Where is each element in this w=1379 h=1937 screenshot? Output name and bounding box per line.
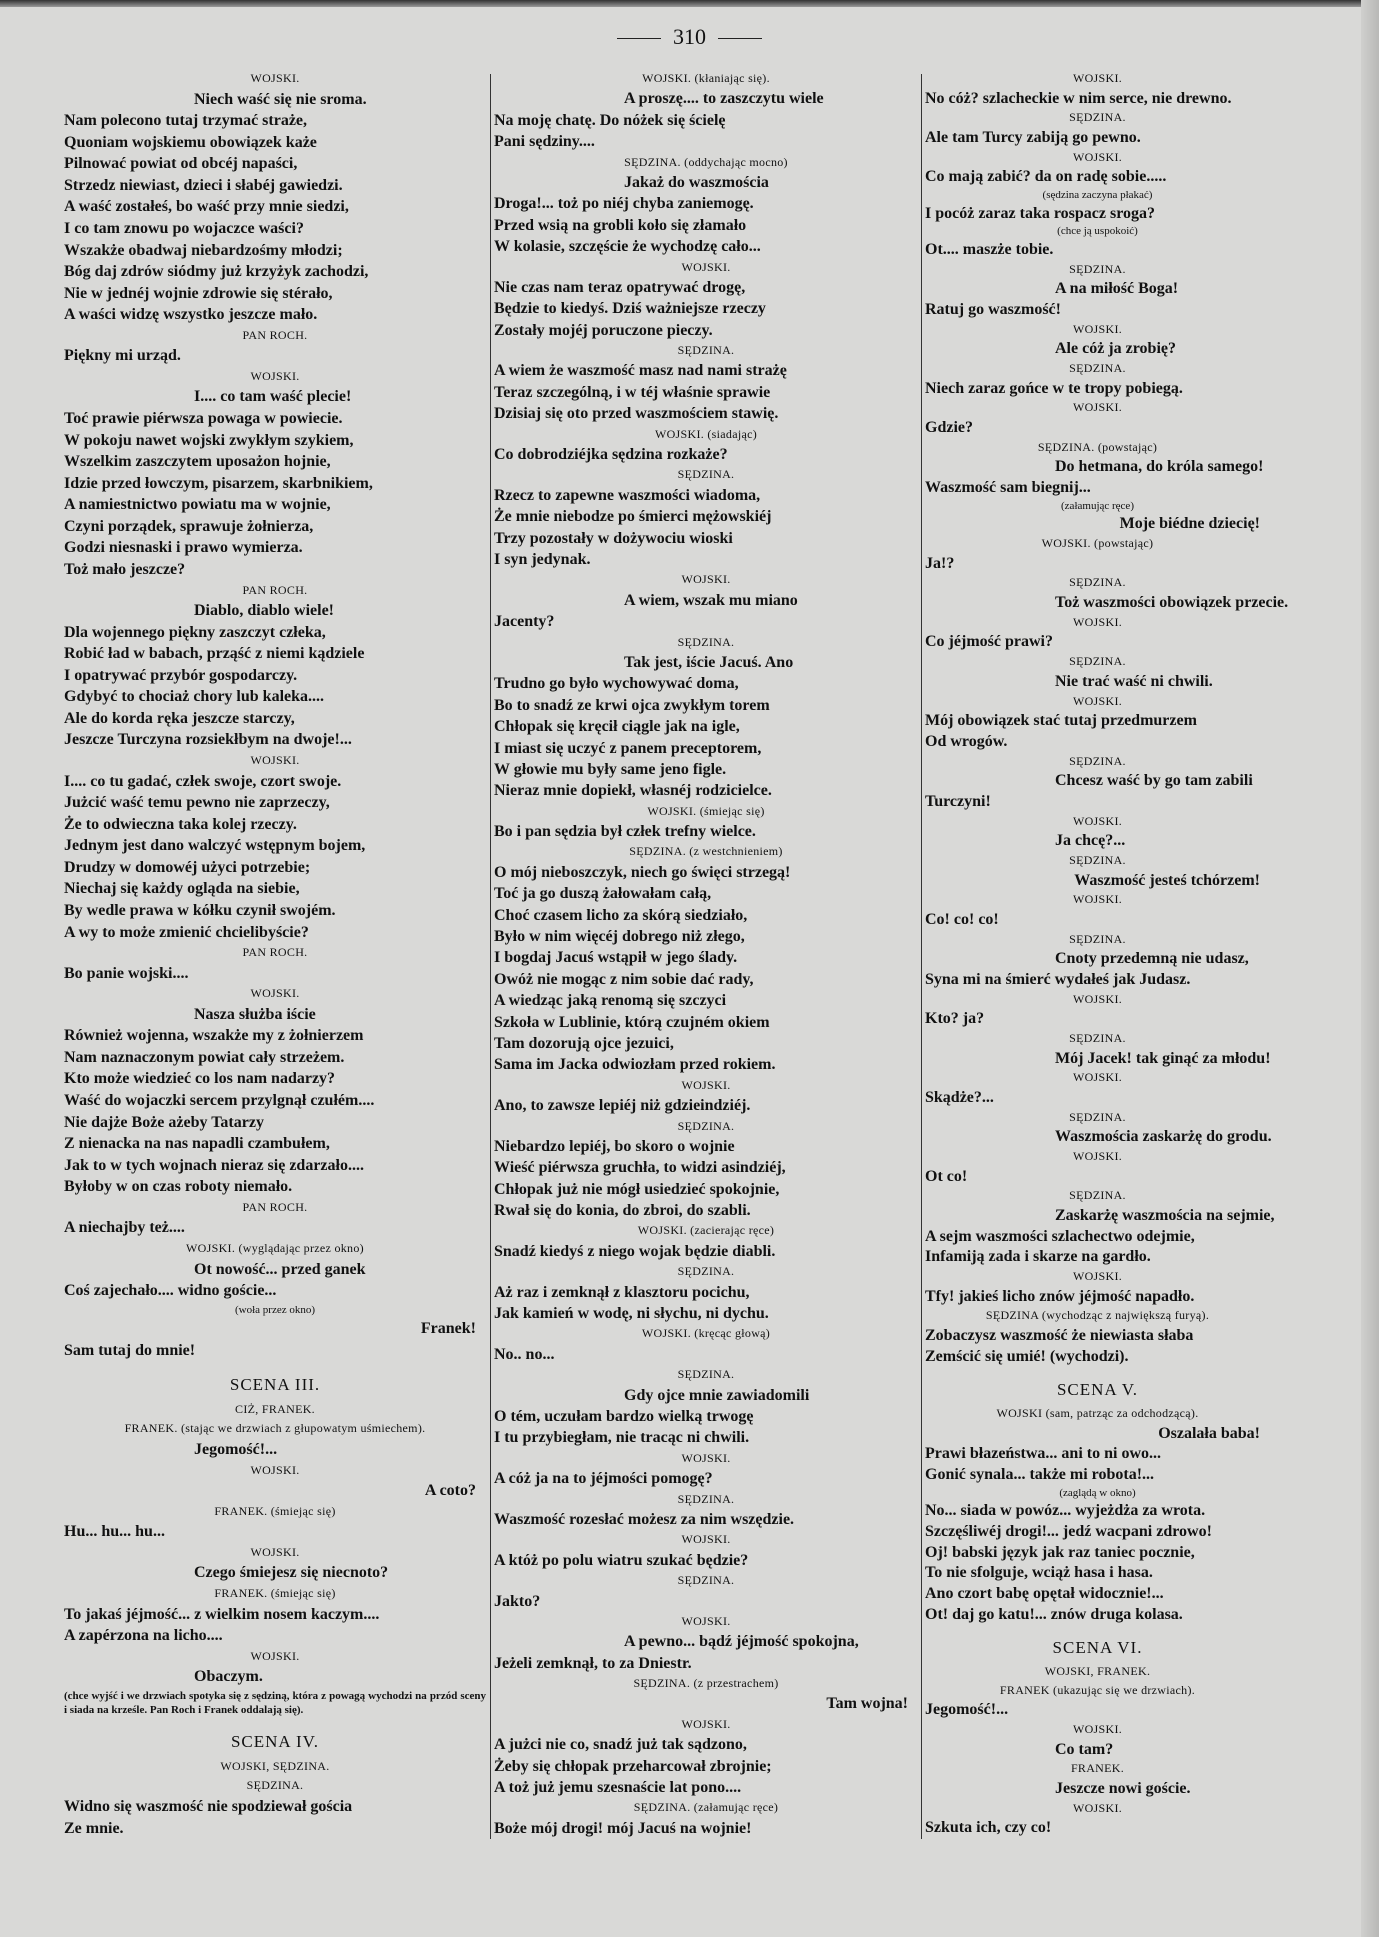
- speaker-heading: WOJSKI.: [1072, 614, 1123, 629]
- verse-line: Bóg daj zdrów siódmy już krzyżyk zachodzi,: [64, 263, 369, 281]
- verse-line-indented: Diablo, diablo wiele!: [194, 602, 335, 620]
- verse-line-indented: Mój Jacek! tak ginąć za młodu!: [1055, 1049, 1271, 1067]
- verse-line: A waści widzę wszystko jeszcze mało.: [64, 306, 318, 324]
- verse-line: Ot! daj go katu!... znów druga kolasa.: [925, 1605, 1183, 1623]
- speaker-heading: SĘDZINA.: [1069, 931, 1126, 946]
- verse-line: Żeby się chłopak przeharcował zbrojnie;: [494, 1757, 772, 1775]
- verse-line: Bo to snadź ze krwi ojca zwykłym torem: [494, 696, 770, 714]
- verse-line: Że to odwieczna taka kolej rzeczy.: [64, 815, 297, 833]
- verse-line: O mój nieboszczyk, niech go święci strzegą!: [494, 863, 791, 881]
- verse-line: A zapérzona na licho....: [64, 1627, 223, 1645]
- verse-line: Idzie przed łowczym, pisarzem, skarbnikiem,: [64, 474, 373, 492]
- verse-line-right: Tam wojna!: [826, 1695, 908, 1713]
- verse-line-indented: A proszę.... to zaszczytu wiele: [624, 90, 824, 108]
- verse-line: A toż już jemu szesnaście lat pono....: [494, 1779, 742, 1797]
- speaker-heading: WOJSKI.: [681, 1613, 731, 1628]
- verse-line: Droga!... toż po niéj chyba zaniemogę.: [494, 195, 754, 213]
- verse-line: Przed wsią na grobli koło się złamało: [494, 216, 747, 234]
- verse-line: Hu... hu... hu...: [64, 1523, 165, 1541]
- speaker-heading: FRANEK.: [1070, 1761, 1125, 1776]
- speaker-heading: WOJSKI.: [681, 1532, 731, 1547]
- verse-line: A namiestnictwo powiatu ma w wojnie,: [64, 496, 331, 514]
- speaker-heading: SĘDZINA.: [1069, 361, 1126, 376]
- speaker-heading: SĘDZINA. (powstając): [1037, 439, 1158, 454]
- speaker-heading: SĘDZINA.: [677, 343, 735, 358]
- verse-line-indented: Do hetmana, do króla samego!: [1055, 458, 1264, 476]
- speaker-heading: WOJSKI.: [1072, 892, 1123, 907]
- page-number-header: [0, 24, 1379, 50]
- verse-line-right: A coto?: [424, 1482, 476, 1500]
- speaker-heading: PAN ROCH.: [242, 1199, 308, 1214]
- verse-line: Niechaj się każdy ogląda na siebie,: [64, 880, 300, 898]
- verse-line: No cóż? szlacheckie w nim serce, nie drewno.: [925, 89, 1232, 107]
- speaker-heading: WOJSKI.: [1072, 1268, 1123, 1283]
- scan-right-edge: [1361, 0, 1379, 1937]
- stage-direction: (sędzina zaczyna płakać): [1042, 189, 1153, 202]
- verse-line: Toć prawie piérwsza powaga w powiecie.: [64, 410, 343, 427]
- speaker-heading: WOJSKI.: [250, 1544, 300, 1559]
- verse-line: Ot.... maszże tobie.: [925, 241, 1054, 259]
- speaker-heading: CIŻ, FRANEK.: [235, 1401, 315, 1416]
- verse-line: Nieraz mnie dopiekł, własnéj rodzicielce.: [494, 782, 772, 800]
- verse-line: Wszelkim zaszczytem uposażon hojnie,: [64, 453, 331, 471]
- speaker-heading: WOJSKI. (kręcąc głową): [641, 1326, 771, 1341]
- verse-line: Jegomość!...: [925, 1701, 1009, 1719]
- verse-line: Strzedz niewiast, dzieci i słabéj gawiedzi.: [64, 176, 343, 194]
- verse-line: Teraz szczególną, i w téj właśnie sprawie: [494, 383, 771, 401]
- verse-line: Ano czort babę opętał widocznie!...: [925, 1585, 1164, 1603]
- speaker-heading: SĘDZINA.: [1069, 654, 1126, 669]
- verse-line: Tfy! jakieś licho znów jéjmość napadło.: [925, 1287, 1195, 1305]
- verse-line: Co! co! co!: [925, 910, 999, 928]
- verse-line: Wszakże obadwaj niebardzośmy młodzi;: [64, 241, 343, 259]
- speaker-heading: WOJSKI.: [1072, 149, 1123, 164]
- verse-line: Choć czasem licho za skórą siedziało,: [494, 906, 748, 924]
- verse-line: Kto może wiedzieć co los nam nadarzy?: [64, 1070, 336, 1088]
- speaker-heading: WOJSKI.: [681, 1077, 731, 1092]
- speaker-heading: WOJSKI. (kłaniając się).: [642, 71, 770, 85]
- speaker-heading: SĘDZINA. (załamując ręce): [633, 1800, 779, 1815]
- verse-line-indented: Jegomość!...: [194, 1441, 278, 1458]
- verse-line: I.... co tu gadać, człek swoje, czort swoje.: [64, 772, 342, 790]
- speaker-heading: SĘDZINA. (z przestrachem): [633, 1676, 779, 1691]
- verse-line: Byłoby w on czas roboty niemało.: [64, 1178, 293, 1196]
- verse-line: A któż po polu wiatru szukać będzie?: [494, 1551, 749, 1569]
- verse-line: A wy to może zmienić chcielibyście?: [64, 923, 309, 941]
- speaker-heading: SĘDZINA.: [677, 467, 735, 482]
- stage-direction: (chce ją uspokoić): [1057, 225, 1138, 238]
- verse-line: Zobaczysz waszmość że niewiasta słaba: [925, 1327, 1194, 1344]
- verse-line: Ja!?: [925, 554, 955, 572]
- scan-top-edge: [0, 0, 1379, 7]
- verse-line: Dzisiaj się oto przed waszmościem stawię.: [494, 405, 779, 423]
- verse-line: I syn jedynak.: [494, 550, 591, 568]
- verse-line-right: Oszalała baba!: [1158, 1424, 1260, 1442]
- speaker-heading: WOJSKI.: [681, 1716, 731, 1731]
- verse-line: Drudzy w domowéj użyci potrzebie;: [64, 858, 311, 876]
- verse-line: Ot co!: [925, 1167, 968, 1185]
- speaker-heading: SĘDZINA.: [677, 634, 735, 649]
- verse-line: Toż mało jeszcze?: [64, 560, 186, 578]
- verse-line: Chłopak już nie mógł usiedzieć spokojnie,: [494, 1180, 780, 1198]
- verse-line: Dla wojennego piękny zaszczyt człeka,: [64, 623, 326, 641]
- speaker-heading: PAN ROCH.: [242, 945, 308, 960]
- verse-line: Rzecz to zapewne waszmości wiadoma,: [494, 486, 761, 504]
- verse-line: I bogdaj Jacuś wstąpił w jego ślady.: [494, 949, 738, 967]
- speaker-heading: WOJSKI. (śmiejąc się): [647, 803, 765, 818]
- verse-line: O tém, uczułam bardzo wielką trwogę: [494, 1408, 754, 1425]
- verse-line-indented: A pewno... bądź jéjmość spokojna,: [624, 1633, 859, 1651]
- verse-line: Piękny mi urząd.: [64, 347, 181, 365]
- speaker-heading: FRANEK. (śmiejąc się): [214, 1585, 336, 1600]
- verse-line-indented: A wiem, wszak mu miano: [624, 591, 798, 609]
- speaker-heading: WOJSKI. (powstając): [1041, 536, 1154, 551]
- page-number: 310: [673, 24, 706, 49]
- verse-line: Jeszcze Turczyna rozsiekłbym na dwoje!...: [64, 731, 352, 749]
- verse-line: Nie dajże Boże ażeby Tatarzy: [64, 1113, 264, 1131]
- verse-line: Co mają zabić? da on radę sobie.....: [925, 168, 1167, 186]
- stage-direction: (woła przez okno): [234, 1303, 316, 1316]
- verse-line: Szczęśliwéj drogi!... jedź wacpani zdrowo!: [925, 1523, 1212, 1541]
- speaker-heading: WOJSKI.: [250, 1462, 300, 1477]
- speaker-heading: WOJSKI. (zacierając ręce): [637, 1223, 775, 1238]
- dash-right: [718, 38, 762, 39]
- verse-line-indented: Ot nowość... przed ganek: [194, 1260, 366, 1278]
- verse-line: Syna mi na śmierć wydałeś jak Judasz.: [925, 970, 1191, 988]
- verse-line: Ano, to zawsze lepiéj niż gdzieindziéj.: [494, 1097, 751, 1115]
- stage-direction: (chce wyjść i we drzwiach spotyka się z sędziną, która z powagą wychodzi na przód sceny i siada na krześle. Pan Roch i Franek oddalają się).: [64, 1689, 486, 1716]
- verse-line: Sam tutaj do mnie!: [64, 1341, 196, 1359]
- verse-line: Czyni porządek, sprawuje żołnierza,: [64, 517, 314, 535]
- verse-line-indented: Waszmościa zaskarżę do grodu.: [1055, 1128, 1272, 1146]
- verse-line: By wedle prawa w kółku czynił swojém.: [64, 901, 336, 919]
- verse-line: A sejm waszmości szlachectwo odejmie,: [925, 1227, 1195, 1245]
- verse-line: Snadź kiedyś z niego wojak będzie diabli.: [494, 1242, 776, 1260]
- verse-line: Niebardzo lepiéj, bo skoro o wojnie: [494, 1137, 735, 1155]
- verse-line: Quoniam wojskiemu obowiązek każe: [64, 133, 317, 151]
- verse-line: I opatrywać przybór gospodarczy.: [64, 666, 298, 684]
- verse-line: Bo panie wojski....: [64, 964, 189, 982]
- verse-line: Kto? ja?: [925, 1010, 985, 1028]
- verse-line: A jużci nie co, snadź już tak sądzono,: [494, 1736, 747, 1754]
- verse-line: Szkuta ich, czy co!: [925, 1819, 1052, 1837]
- verse-line: Gdzie?: [925, 419, 973, 437]
- speaker-heading: SĘDZINA.: [1069, 753, 1126, 768]
- speaker-heading: WOJSKI.: [1072, 1070, 1123, 1085]
- verse-line-indented: Ja chcę?...: [1055, 832, 1126, 850]
- verse-line: Jak kamień w wodę, ni słychu, ni dychu.: [494, 1305, 769, 1323]
- verse-line: W kolasie, szczęście że wychodzę cało...: [494, 238, 761, 256]
- speaker-heading: FRANEK. (śmiejąc się): [214, 1503, 336, 1518]
- verse-line: Bo i pan sędzia był człek trefny wielce.: [494, 823, 756, 841]
- verse-line: Ale tam Turcy zabiją go pewno.: [925, 129, 1141, 147]
- dash-left: [617, 38, 661, 39]
- speaker-heading: SĘDZINA.: [1069, 1030, 1126, 1045]
- scene-title: SCENA VI.: [1052, 1638, 1143, 1658]
- speaker-heading: WOJSKI.: [681, 572, 731, 587]
- verse-line-indented: Nasza służba iście: [194, 1005, 316, 1023]
- speaker-heading: WOJSKI, SĘDZINA.: [220, 1758, 330, 1773]
- speaker-heading: PAN ROCH.: [242, 582, 308, 597]
- verse-line: Waszmość sam biegnij...: [925, 479, 1091, 497]
- verse-line: A cóż ja na to jéjmości pomogę?: [494, 1470, 713, 1488]
- verse-line: Niech zaraz gońce w te tropy pobiegą.: [925, 379, 1183, 397]
- speaker-heading: WOJSKI.: [1072, 991, 1123, 1006]
- verse-line: A wiem że waszmość masz nad nami strażę: [494, 362, 787, 380]
- verse-line: Na moję chatę. Do nóżek się ścielę: [494, 111, 726, 129]
- verse-line: Nam naznaczonym powiat cały strzeżem.: [64, 1048, 345, 1066]
- speaker-heading: WOJSKI.: [1072, 1722, 1123, 1737]
- verse-line: W pokoju nawet wojski zwykłym szykiem,: [64, 431, 354, 449]
- speaker-heading: SĘDZINA. (z westchnieniem): [629, 844, 783, 859]
- speaker-heading: SĘDZINA.: [1069, 575, 1126, 590]
- stage-direction: (zaglądą w okno): [1059, 1486, 1136, 1499]
- verse-line: Szkoła w Lublinie, którą czujném okiem: [494, 1013, 770, 1031]
- verse-line: Robić ład w babach, prząść z niemi kądziele: [64, 645, 365, 663]
- verse-line-indented: Zaskarżę waszmościa na sejmie,: [1055, 1206, 1275, 1224]
- verse-line-indented: Tak jest, iście Jacuś. Ano: [624, 653, 794, 671]
- verse-line-right: Waszmość jesteś tchórzem!: [1074, 871, 1260, 889]
- verse-line-indented: A na miłość Boga!: [1055, 280, 1179, 298]
- verse-line: Mój obowiązek stać tutaj przedmurzem: [925, 712, 1197, 730]
- verse-line: Widno się waszmość nie spodziewał gościa: [64, 1798, 353, 1815]
- speaker-heading: WOJSKI. (siadając): [654, 426, 758, 441]
- verse-line: Ale do korda ręka jeszcze starczy,: [64, 709, 295, 727]
- verse-line: Będzie to kiedyś. Dziś ważniejsze rzeczy: [494, 300, 766, 318]
- verse-line: Jednym jest dano walczyć wstępnym bojem,: [64, 837, 366, 855]
- verse-line: Pani sędziny....: [494, 133, 595, 151]
- speaker-heading: SĘDZINA.: [677, 1367, 735, 1382]
- verse-line-indented: Czego śmiejesz się niecnoto?: [194, 1564, 389, 1582]
- verse-line: To nie sfolguje, wciąż hasa i hasa.: [925, 1564, 1153, 1582]
- verse-line: No... siada w powóz... wyjeżdża za wrota.: [925, 1502, 1206, 1520]
- verse-line: Waść do wojaczki sercem przylgnął czułém....: [64, 1092, 375, 1109]
- verse-line: Godzi niesnaski i prawo wymierza.: [64, 539, 303, 557]
- verse-line-indented: Chcesz waść by go tam zabili: [1055, 772, 1253, 790]
- stage-direction: (załamując ręce): [1061, 499, 1134, 512]
- scene-title: SCENA IV.: [230, 1732, 320, 1752]
- speaker-heading: SĘDZINA.: [677, 1264, 735, 1279]
- speaker-heading: WOJSKI.: [250, 986, 300, 1001]
- verse-line: I tu przybiegłam, nie tracąc ni chwili.: [494, 1429, 750, 1447]
- verse-line: Ze mnie.: [64, 1819, 124, 1837]
- verse-line: Coś zajechało.... widno goście...: [64, 1282, 277, 1300]
- speaker-heading: WOJSKI, FRANEK.: [1044, 1664, 1151, 1679]
- speaker-heading: WOJSKI.: [250, 368, 300, 383]
- verse-line: Zostały mojéj poruczone pieczy.: [494, 321, 713, 339]
- verse-line: Od wrogów.: [925, 732, 1008, 750]
- speaker-heading: WOJSKI.: [1072, 1148, 1123, 1163]
- speaker-heading: WOJSKI.: [681, 1450, 731, 1465]
- text-column-3: [925, 70, 1289, 1838]
- verse-line: Oj! babski język jak raz taniec pocznie,: [925, 1543, 1195, 1561]
- verse-line-right: Moje biédne dziecię!: [1119, 515, 1260, 533]
- scene-title: SCENA III.: [229, 1375, 321, 1395]
- speaker-heading: SĘDZINA.: [677, 1573, 735, 1588]
- speaker-heading: SĘDZINA.: [677, 1491, 735, 1506]
- verse-line: Toć ja go duszą żałowałam całą,: [494, 885, 712, 903]
- verse-line-indented: Niech waść się nie sroma.: [194, 90, 367, 108]
- verse-line: Również wojenna, wszakże my z żołnierzem: [64, 1027, 364, 1045]
- speaker-heading: SĘDZINA.: [1069, 1109, 1126, 1124]
- verse-line: Z nienacka na nas napadli czambułem,: [64, 1135, 330, 1153]
- verse-line: Sama im Jacka odwiozłam przed rokiem.: [494, 1056, 776, 1074]
- verse-line: A waść zostałeś, bo waść przy mnie siedzi,: [64, 198, 349, 216]
- speaker-heading: SĘDZINA.: [1069, 261, 1126, 276]
- verse-line-indented: Co tam?: [1055, 1740, 1114, 1758]
- verse-line: Co dobrodziéjka sędzina rozkaże?: [494, 446, 728, 464]
- verse-line-indented: Jakaż do waszmościa: [624, 173, 769, 191]
- verse-line: Jeżeli zemknął, to za Dniestr.: [494, 1654, 692, 1672]
- speaker-heading: WOJSKI.: [1072, 400, 1123, 415]
- text-column-2: [494, 70, 918, 1838]
- verse-line: Zemścić się umié! (wychodzi).: [925, 1347, 1129, 1365]
- verse-line: Nam polecono tutaj trzymać straże,: [64, 112, 308, 130]
- column-rule-1: [490, 74, 491, 1839]
- speaker-heading: SĘDZINA.: [1069, 852, 1126, 867]
- verse-line: Rwał się do konia, do zbroi, do szabli.: [494, 1202, 751, 1220]
- verse-line: Trudno go było wychowywać doma,: [494, 675, 739, 693]
- verse-line: Że mnie niebodze po śmierci mężowskiéj: [494, 508, 772, 526]
- verse-line: Boże mój drogi! mój Jacuś na wojnie!: [494, 1819, 752, 1837]
- verse-line: I miast się uczyć z panem preceptorem,: [494, 739, 762, 757]
- verse-line: Jużcić waść temu pewno nie zaprzeczy,: [64, 794, 330, 812]
- verse-line: A niechajby też....: [64, 1219, 185, 1237]
- speaker-heading: WOJSKI.: [1072, 321, 1123, 336]
- verse-line: Prawi błazeństwa... ani to ni owo...: [925, 1445, 1161, 1463]
- speaker-heading: FRANEK (ukazując się we drzwiach).: [999, 1682, 1196, 1697]
- speaker-heading: WOJSKI.: [250, 1648, 300, 1663]
- verse-line: Waszmość rozesłać możesz za nim wszędzie.: [494, 1510, 795, 1528]
- verse-line: Infamiją zada i skarze na gardło.: [925, 1248, 1151, 1266]
- verse-line: Turczyni!: [925, 792, 991, 810]
- verse-line-indented: Nie trać waść ni chwili.: [1055, 672, 1213, 690]
- speaker-heading: PAN ROCH.: [242, 327, 308, 342]
- speaker-heading: WOJSKI.: [1072, 1800, 1123, 1815]
- speaker-heading: SĘDZINA. (oddychając mocno): [624, 154, 788, 169]
- verse-line: Nie czas nam teraz opatrywać drogę,: [494, 278, 746, 296]
- verse-line: Nie w jednéj wojnie zdrowie się stérało,: [64, 284, 333, 302]
- verse-line: Chłopak się kręcił ciągle jak na igle,: [494, 718, 740, 736]
- verse-line: Gonić synala... także mi robota!...: [925, 1466, 1155, 1484]
- verse-line: Co jéjmość prawi?: [925, 633, 1053, 651]
- verse-line: W głowie mu były same jeno figle.: [494, 760, 727, 778]
- verse-line-indented: Gdy ojce mnie zawiadomili: [624, 1386, 810, 1404]
- verse-line: Pilnować powiat od obcéj napaści,: [64, 155, 298, 173]
- verse-line: Gdybyć to chociaż chory lub kaleka....: [64, 688, 325, 706]
- verse-line: Tam dozorują ojce jezuici,: [494, 1034, 674, 1052]
- verse-line: Owóż nie mogąc z nim sobie dać rady,: [494, 970, 754, 988]
- verse-line: Skądże?...: [925, 1088, 994, 1106]
- column-rule-2: [921, 74, 922, 1839]
- scene-title: SCENA V.: [1056, 1380, 1139, 1400]
- verse-line: No.. no...: [494, 1345, 555, 1363]
- verse-line: Jacenty?: [494, 613, 555, 631]
- verse-line: I pocóż zaraz taka rospacz sroga?: [925, 204, 1156, 222]
- speaker-heading: WOJSKI.: [250, 753, 300, 767]
- verse-line: To jakaś jéjmość... z wielkim nosem kaczym....: [64, 1605, 380, 1623]
- speaker-heading: WOJSKI. (wyglądając przez okno): [186, 1240, 364, 1255]
- verse-line: Jakto?: [494, 1592, 541, 1610]
- verse-line: I co tam znowu po wojaczce waści?: [64, 219, 304, 237]
- speaker-heading: WOJSKI.: [250, 71, 300, 85]
- verse-line: Było w nim więcéj dobrego niż złego,: [494, 928, 745, 946]
- speaker-heading: WOJSKI.: [1072, 813, 1123, 828]
- speaker-heading: SĘDZINA.: [246, 1778, 304, 1793]
- speaker-heading: WOJSKI.: [681, 259, 731, 274]
- speaker-heading: SĘDZINA.: [1069, 1188, 1126, 1203]
- verse-line-indented: Toż waszmości obowiązek przecie.: [1055, 594, 1289, 612]
- verse-line-indented: Jeszcze nowi goście.: [1055, 1780, 1191, 1798]
- speaker-heading: SĘDZINA.: [1069, 110, 1126, 125]
- speaker-heading: WOJSKI.: [1072, 71, 1123, 85]
- verse-line-indented: Obaczym.: [194, 1668, 263, 1686]
- verse-line: Jak to w tych wojnach nieraz się zdarzało....: [64, 1156, 364, 1174]
- verse-line-right: Franek!: [420, 1320, 476, 1338]
- verse-line: Aż raz i zemknął z klasztoru pocichu,: [494, 1283, 750, 1301]
- verse-line: Trzy pozostały w dożywociu wioski: [494, 529, 733, 547]
- speaker-heading: SĘDZINA.: [677, 1118, 735, 1133]
- verse-line-indented: Ale cóż ja zrobię?: [1055, 340, 1176, 358]
- verse-line: A wiedząc jaką renomą się szczyci: [494, 992, 727, 1010]
- speaker-heading: FRANEK. (stając we drzwiach z głupowatym uśmiechem).: [124, 1421, 426, 1436]
- speaker-heading: SĘDZINA (wychodząc z największą furyą).: [985, 1308, 1210, 1323]
- speaker-heading: WOJSKI (sam, patrząc za odchodzącą).: [996, 1406, 1199, 1421]
- text-column-1: [64, 70, 486, 1838]
- verse-line-indented: Cnoty przedemną nie udasz,: [1055, 950, 1249, 968]
- verse-line: Wieść piérwsza gruchła, to widzi asindziéj,: [494, 1159, 786, 1177]
- verse-line-indented: I.... co tam waść plecie!: [194, 388, 352, 406]
- speaker-heading: WOJSKI.: [1072, 693, 1123, 708]
- verse-line: Ratuj go waszmość!: [925, 301, 1061, 319]
